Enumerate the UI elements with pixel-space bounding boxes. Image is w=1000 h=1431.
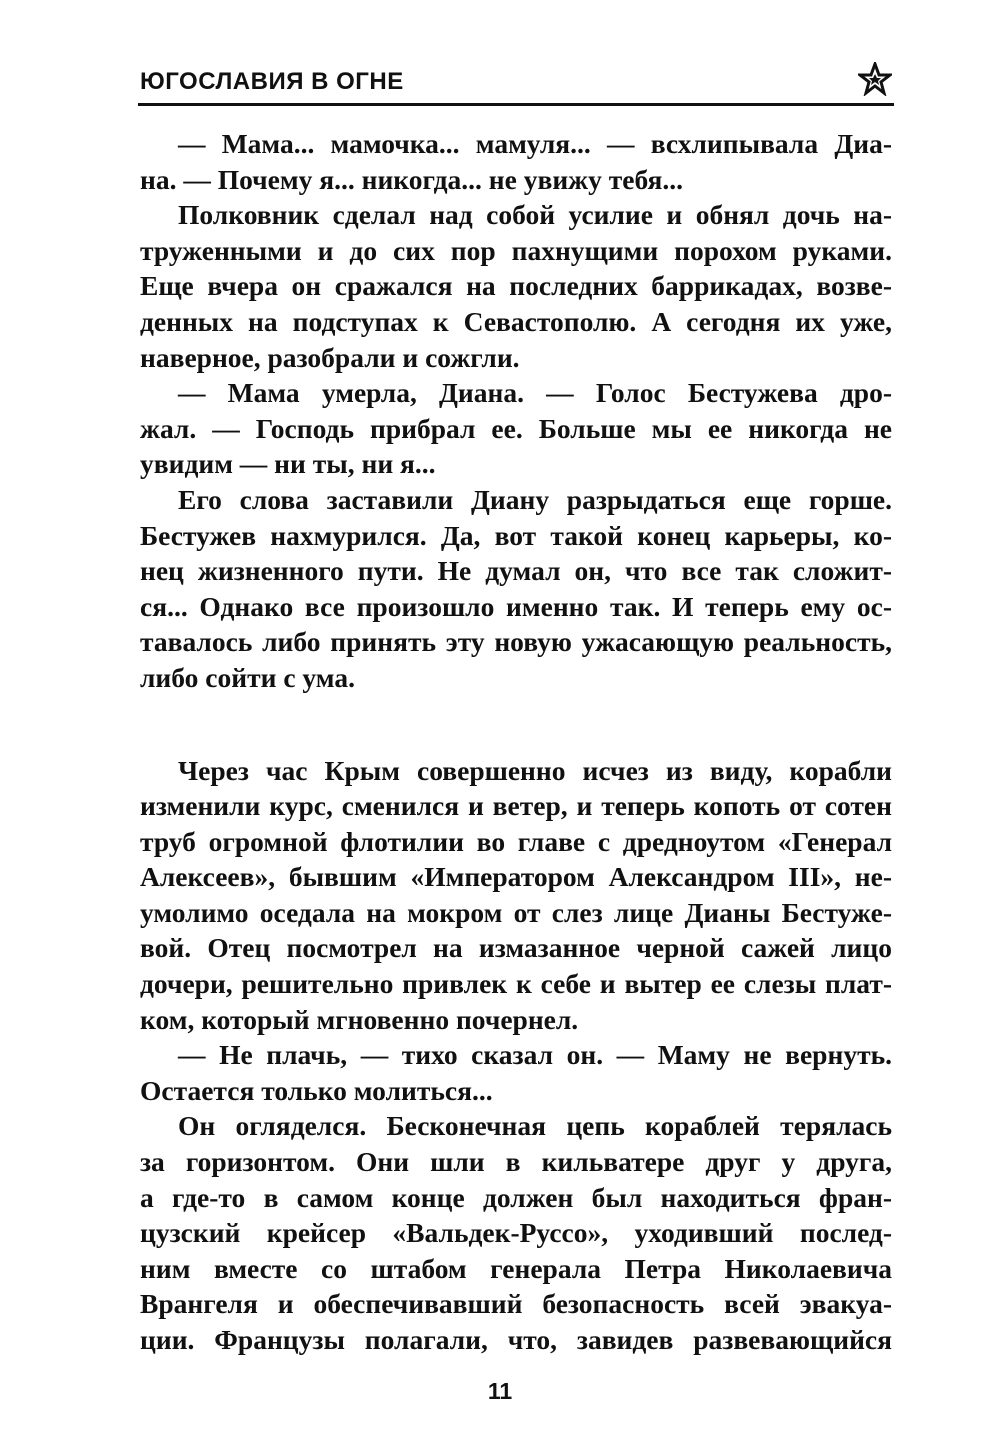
text-line: изменили курс, сменился и ветер, и теперь копоть от сотен: [140, 790, 892, 822]
text-line: труб огромной флотилии во главе с дредноутом «Генерал: [140, 825, 892, 857]
text-line: Он огляделся. Бесконечная цепь кораблей терялась: [178, 1110, 892, 1142]
text-line: Полковник сделал над собой усилие и обнял дочь на-: [178, 199, 892, 231]
text-line: увидим — ни ты, ни я...: [140, 448, 436, 480]
text-line: Остается только молиться...: [140, 1074, 493, 1106]
text-line: либо сойти с ума.: [140, 661, 355, 693]
text-line: Еще вчера он сражался на последних баррикадах, возве-: [140, 270, 892, 302]
text-line: ним вместе со штабом генерала Петра Николаевича: [140, 1252, 892, 1284]
body-text: [140, 126, 892, 1358]
text-line: денных на подступах к Севастополю. А сегодня их уже,: [140, 305, 892, 337]
text-line: на. — Почему я... никогда... не увижу тебя...: [140, 163, 684, 195]
text-line: дочери, решительно привлек к себе и вытер ее слезы плат-: [140, 968, 892, 1000]
running-header: [140, 62, 892, 102]
text-line: ции. Французы полагали, что, завидев развевающийся: [140, 1324, 892, 1355]
text-line: — Мама умерла, Диана. — Голос Бестужева дро-: [178, 377, 892, 409]
text-line: жал. — Господь прибрал ее. Больше мы ее никогда не: [140, 412, 892, 444]
header-rule: [138, 103, 894, 106]
book-title: ЮГОСЛАВИЯ В ОГНЕ: [140, 68, 404, 95]
text-line: цузский крейсер «Вальдек-Руссо», уходивший послед-: [140, 1217, 892, 1249]
text-line: умолимо оседала на мокром от слез лице Дианы Бестуже-: [140, 896, 892, 928]
text-line: ком, который мгновенно почернел.: [140, 1003, 579, 1035]
text-line: — Не плачь, — тихо сказал он. — Маму не вернуть.: [178, 1039, 892, 1071]
section-break: [140, 696, 892, 753]
page-number: 11: [487, 1378, 513, 1404]
text-line: вой. Отец посмотрел на измазанное черной сажей лицо: [140, 932, 892, 964]
text-line: ся... Однако все произошло именно так. И теперь ему ос-: [140, 590, 892, 622]
text-line: нец жизненного пути. Не думал он, что все так сложит-: [140, 555, 892, 587]
text-line: за горизонтом. Они шли в кильватере друг у друга,: [140, 1146, 892, 1178]
text-line: Врангеля и обеспечивавший безопасность всей эвакуа-: [140, 1288, 892, 1320]
text-line: тавалось либо принять эту новую ужасающую реальность,: [140, 626, 892, 658]
text-line: Бестужев нахмурился. Да, вот такой конец карьеры, ко-: [140, 519, 892, 551]
text-line: Алексеев», бывшим «Императором Александром III», не-: [140, 861, 892, 893]
text-line: труженными и до сих пор пахнущими порохом руками.: [140, 234, 892, 266]
text-line: наверное, разобрали и сожгли.: [140, 341, 520, 373]
text-line: Через час Крым совершенно исчез из виду, корабли: [178, 754, 892, 786]
text-line: а где-то в самом конце должен был находиться фран-: [140, 1181, 892, 1213]
text-line: Его слова заставили Диану разрыдаться еще горше.: [178, 483, 892, 515]
star-icon: [858, 62, 892, 96]
text-line: — Мама... мамочка... мамуля... — всхлипывала Диа-: [178, 128, 892, 159]
